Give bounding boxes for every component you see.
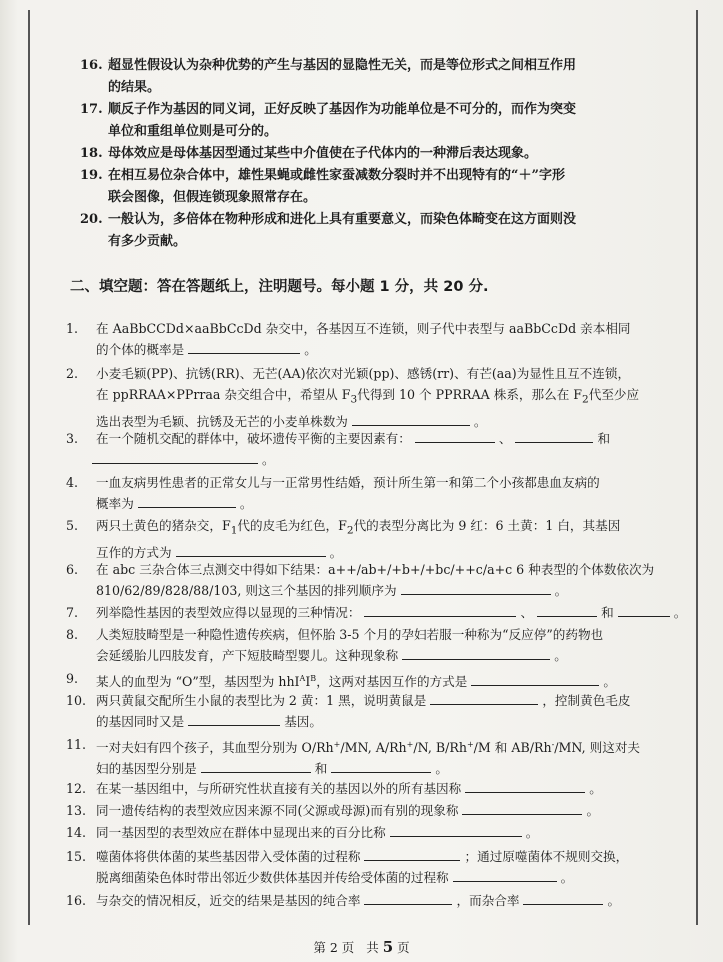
item-number: 18. bbox=[80, 146, 103, 161]
answer-blank bbox=[92, 451, 258, 464]
punct: 。 bbox=[473, 413, 487, 429]
question-text: 代的表型分离比为 9 红：6 土黄：1 白，其基因 bbox=[353, 518, 621, 533]
punct: 。 bbox=[329, 544, 343, 560]
question-text: 在某一基因组中，与所研究性状直接有关的基因以外的所有基因称 bbox=[96, 781, 462, 796]
punct: 。 bbox=[607, 893, 621, 908]
punct: 。 bbox=[554, 648, 567, 663]
question-text: 代的皮毛为红色，F bbox=[237, 518, 347, 533]
connector: 和 bbox=[314, 761, 328, 777]
answer-blank bbox=[430, 692, 538, 705]
punct: 。 bbox=[525, 825, 539, 840]
question-text: /MN, 则这对夫 bbox=[554, 740, 641, 756]
item-text-cont: 的结果。 bbox=[108, 80, 161, 95]
page-footer bbox=[0, 938, 723, 956]
question-text: /N, B/Rh bbox=[413, 740, 467, 756]
answer-blank bbox=[188, 341, 300, 354]
punct: 。 bbox=[262, 452, 275, 467]
subscript: 2 bbox=[582, 393, 589, 406]
question-text: 一对夫妇有四个孩子，其血型分别为 O/Rh bbox=[96, 740, 334, 756]
tf-item-19 bbox=[80, 165, 668, 209]
question-number: 11. bbox=[66, 737, 87, 752]
question-number: 15. bbox=[66, 849, 87, 864]
answer-blank bbox=[415, 430, 495, 443]
item-text-cont: 有多少贡献。 bbox=[108, 234, 187, 249]
punct: 。 bbox=[560, 870, 574, 885]
question-text-cont: 互作的方式为 bbox=[96, 544, 172, 560]
question-number: 9. bbox=[66, 671, 79, 686]
question-14 bbox=[66, 822, 688, 843]
answer-blank bbox=[515, 430, 593, 443]
punct: 。 bbox=[673, 605, 687, 620]
item-text-cont: 联会图像，但假连锁现象照常存在。 bbox=[108, 190, 317, 205]
question-text-cont: 代得到 10 个 PPRRAA 株系，那么在 F bbox=[357, 387, 583, 402]
punct: 。 bbox=[589, 781, 602, 796]
superscript: + bbox=[466, 740, 474, 749]
question-3 bbox=[66, 428, 688, 470]
item-number: 16. bbox=[80, 58, 103, 73]
question-8 bbox=[66, 624, 688, 666]
answer-blank bbox=[462, 802, 582, 815]
tf-item-20 bbox=[80, 209, 668, 253]
subscript: 2 bbox=[346, 524, 354, 537]
answer-blank bbox=[176, 544, 326, 557]
superscript: + bbox=[406, 740, 414, 749]
answer-blank bbox=[390, 824, 522, 837]
punct: 、 bbox=[520, 605, 534, 620]
total-label-end: 页 bbox=[397, 940, 410, 955]
question-number: 3. bbox=[66, 431, 79, 446]
question-13 bbox=[66, 800, 688, 821]
answer-blank bbox=[188, 713, 280, 726]
question-text-cont: 在 ppRRAA×PPrraa 杂交组合中，希望从 F bbox=[96, 387, 351, 402]
question-text: 两只黄鼠交配所生小鼠的表型比为 2 黄：1 黑，说明黄鼠是 bbox=[96, 693, 427, 708]
question-number: 2. bbox=[66, 366, 79, 381]
answer-blank bbox=[523, 892, 603, 905]
question-number: 10. bbox=[66, 693, 87, 708]
question-text-cont: 概率为 bbox=[96, 496, 134, 511]
question-15 bbox=[66, 846, 688, 888]
tf-item-17 bbox=[80, 99, 668, 143]
question-text: ；通过原噬菌体不规则交换， bbox=[464, 849, 629, 864]
section-title: 二、填空题：答在答题纸上，注明题号。每小题 1 分，共 20 分. bbox=[70, 279, 489, 295]
punct: 。 bbox=[304, 342, 317, 357]
item-number: 17. bbox=[80, 102, 103, 117]
question-text-cont: 代至少应 bbox=[588, 387, 640, 402]
question-number: 12. bbox=[66, 781, 87, 796]
question-text: ，这两对基因互作的方式是 bbox=[316, 674, 468, 690]
item-text: 在相互易位杂合体中，雄性果蝇或雌性家蚕减数分裂时并不出现特有的“＋”字形 bbox=[108, 168, 565, 183]
answer-blank bbox=[364, 892, 452, 905]
question-text: 同一基因型的表型效应在群体中显现出来的百分比称 bbox=[96, 825, 386, 840]
item-text: 超显性假设认为杂种优势的产生与基因的显隐性无关，而是等位形式之间相互作用 bbox=[108, 58, 577, 73]
question-1 bbox=[66, 318, 688, 360]
superscript: + bbox=[333, 740, 341, 749]
question-text: 在 abc 三杂合体三点测交中得如下结果：a++/ab+/+b+/+bc/++c/a+c 6 种表型的个体数依次为 bbox=[96, 562, 655, 577]
question-10 bbox=[66, 690, 688, 732]
question-5 bbox=[66, 515, 688, 563]
question-text: 噬菌体将供体菌的某些基因带入受体菌的过程称 bbox=[96, 849, 361, 864]
question-text: 某人的血型为 “O”型，基因型为 hhI bbox=[96, 674, 300, 690]
question-7 bbox=[66, 602, 688, 623]
tf-item-18 bbox=[80, 143, 668, 165]
question-number: 8. bbox=[66, 627, 79, 642]
answer-blank bbox=[138, 495, 236, 508]
item-number: 19. bbox=[80, 168, 103, 183]
punct: 。 bbox=[586, 803, 600, 818]
answer-blank bbox=[331, 760, 431, 773]
answer-blank bbox=[364, 604, 516, 617]
question-4 bbox=[66, 472, 688, 514]
answer-blank bbox=[402, 647, 550, 660]
superscript: B bbox=[310, 674, 317, 683]
item-text: 母体效应是母体基因型通过某些中介值使在子代体内的一种滞后表达现象。 bbox=[108, 146, 538, 161]
answer-blank bbox=[537, 604, 597, 617]
question-text: I bbox=[305, 674, 311, 690]
question-text: ，而杂合率 bbox=[456, 893, 520, 908]
question-number: 5. bbox=[66, 518, 79, 533]
question-text: 一血友病男性患者的正常女儿与一正常男性结婚，预计所生第一和第二个小孩都患血友病的 bbox=[96, 475, 600, 490]
answer-blank bbox=[471, 673, 599, 686]
question-text-cont: 的个体的概率是 bbox=[96, 342, 185, 357]
punct: 。 bbox=[554, 583, 568, 598]
question-number: 6. bbox=[66, 562, 79, 577]
answer-blank bbox=[201, 760, 311, 773]
total-pages: 5 bbox=[382, 938, 394, 956]
tf-item-16 bbox=[80, 55, 668, 99]
question-6 bbox=[66, 559, 688, 601]
punct: 。 bbox=[603, 674, 616, 690]
question-text-cont: 基因。 bbox=[284, 714, 322, 729]
question-text: 同一遗传结构的表型效应因来源不同(父源或母源)而有别的现象称 bbox=[96, 803, 459, 818]
superscript: A bbox=[299, 674, 306, 683]
item-text: 顺反子作为基因的同义词，正好反映了基因作为功能单位是不可分的，而作为突变 bbox=[108, 102, 577, 117]
question-text: 两只土黄色的猪杂交，F bbox=[96, 518, 231, 533]
question-text: 与杂交的情况相反，近交的结果是基因的纯合率 bbox=[96, 893, 361, 908]
answer-blank bbox=[364, 848, 460, 861]
connector: 和 bbox=[597, 431, 611, 446]
question-text: /M 和 AB/Rh bbox=[473, 740, 552, 756]
punct: 。 bbox=[239, 496, 253, 511]
question-text-cont: 妇的基因型分别是 bbox=[96, 761, 197, 777]
question-9 bbox=[66, 668, 688, 692]
question-text: 在 AaBbCCDd×aaBbCcDd 杂交中，各基因互不连锁，则子代中表型与 aaBbCcDd 亲本相同 bbox=[96, 321, 631, 336]
question-text-cont: 选出表型为毛颖、抗锈及无芒的小麦单株数为 bbox=[96, 413, 348, 429]
question-number: 16. bbox=[66, 893, 87, 908]
question-number: 4. bbox=[66, 475, 79, 490]
question-text: /MN, A/Rh bbox=[340, 740, 407, 756]
item-number: 20. bbox=[80, 212, 103, 227]
answer-blank bbox=[401, 582, 551, 595]
item-text: 一般认为，多倍体在物种形成和进化上具有重要意义，而染色体畸变在这方面则没 bbox=[108, 212, 577, 227]
question-text-cont: 会延缓胎儿四肢发育，产下短肢畸型婴儿。这种现象称 bbox=[96, 648, 399, 663]
question-text: 人类短肢畸型是一种隐性遗传疾病，但怀胎 3-5 个月的孕妇若服一种称为“反应停”的药物也 bbox=[96, 627, 604, 642]
total-label: 共 bbox=[366, 940, 379, 955]
question-text-cont: 脱离细菌染色体时带出邻近少数供体基因并传给受体菌的过程称 bbox=[96, 870, 449, 885]
superscript: - bbox=[551, 740, 555, 749]
answer-blank bbox=[618, 604, 670, 617]
connector: 和 bbox=[601, 605, 614, 620]
subscript: 1 bbox=[230, 524, 238, 537]
question-number: 1. bbox=[66, 321, 79, 336]
question-text: 小麦毛颖(PP)、抗锈(RR)、无芒(AA)依次对光颖(pp)、感锈(rr)、有芒(aa)为显性且互不连锁， bbox=[96, 366, 631, 381]
page-number: 第 2 页 bbox=[313, 940, 355, 955]
question-16 bbox=[66, 890, 688, 911]
question-text: ，控制黄色毛皮 bbox=[542, 693, 631, 708]
question-number: 13. bbox=[66, 803, 87, 818]
answer-blank bbox=[465, 780, 585, 793]
answer-blank bbox=[352, 413, 470, 426]
punct: 。 bbox=[435, 761, 448, 777]
answer-blank bbox=[453, 869, 557, 882]
item-text-cont: 单位和重组单位则是可分的。 bbox=[108, 124, 278, 139]
question-text-cont: 的基因同时又是 bbox=[96, 714, 185, 729]
question-text: 列举隐性基因的表型效应得以显现的三种情况： bbox=[96, 605, 361, 620]
question-text-cont: 810/62/89/828/88/103, 则这三个基因的排列顺序为 bbox=[96, 583, 397, 598]
question-text: 在一个随机交配的群体中，破坏遗传平衡的主要因素有： bbox=[96, 431, 411, 446]
question-number: 7. bbox=[66, 605, 79, 620]
question-12 bbox=[66, 778, 688, 799]
question-11 bbox=[66, 734, 688, 779]
question-number: 14. bbox=[66, 825, 87, 840]
punct: 、 bbox=[498, 431, 512, 446]
subscript: 3 bbox=[350, 393, 358, 406]
question-2 bbox=[66, 363, 688, 432]
